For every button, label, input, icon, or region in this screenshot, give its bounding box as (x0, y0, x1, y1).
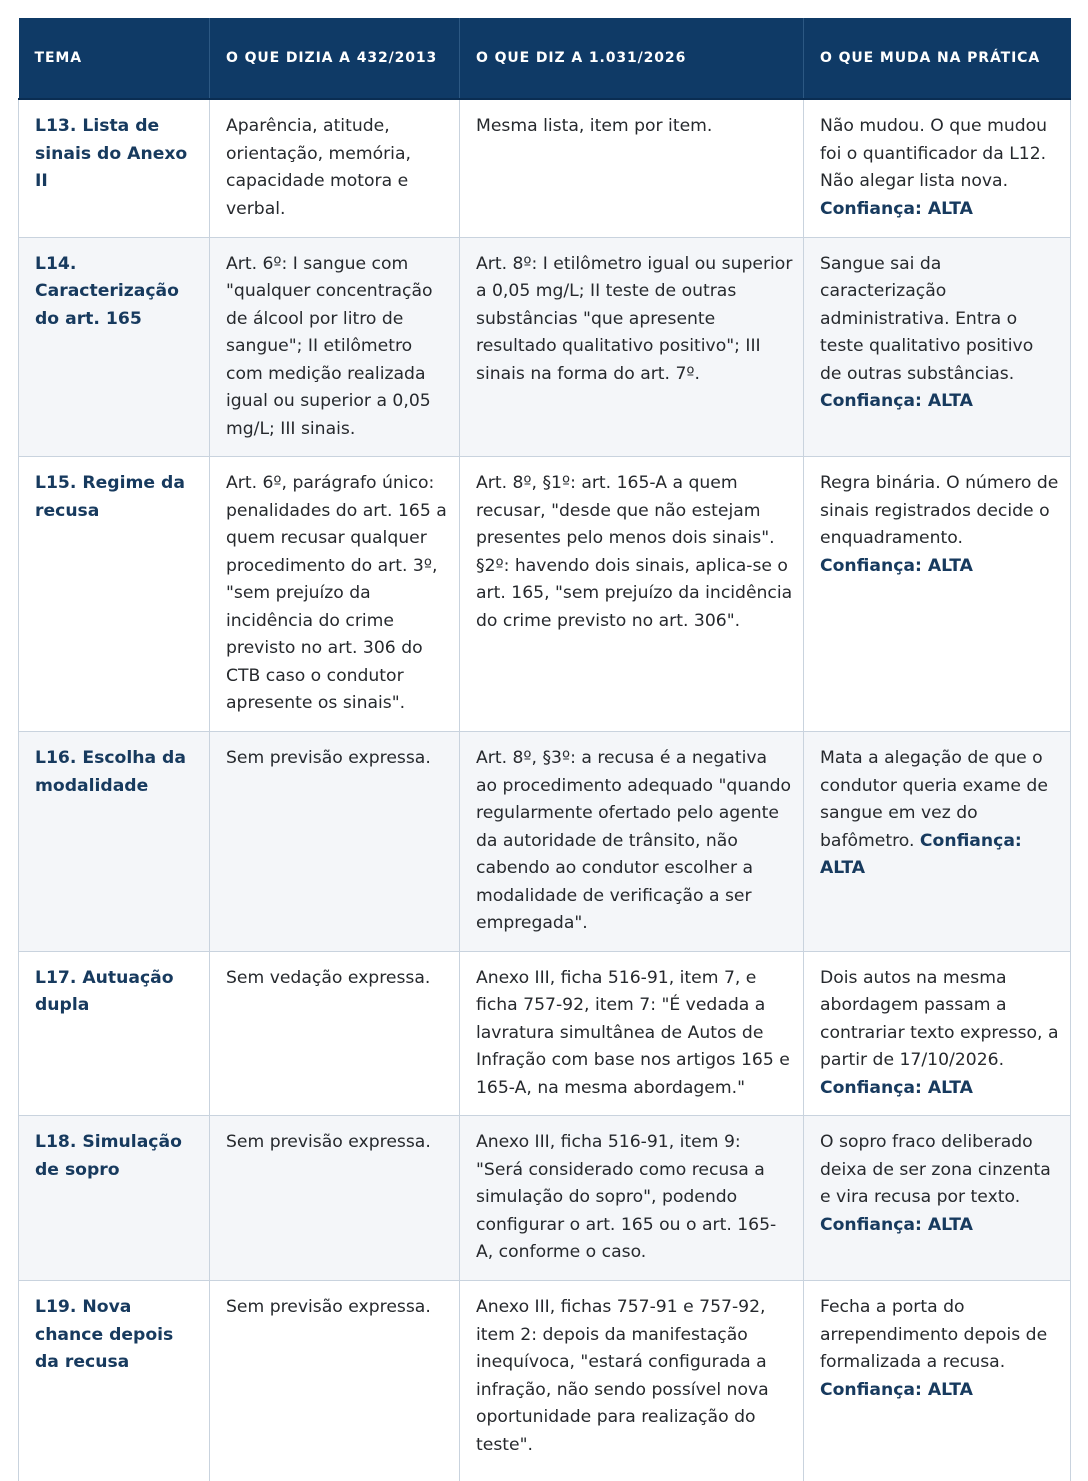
cell-old: Sem vedação expressa. (210, 951, 460, 1116)
table-row-l15 (19, 457, 1071, 732)
table-row-l14 (19, 237, 1071, 457)
practice-text: Fecha a porta do arrependimento depois de formalizada a recusa. (820, 1297, 1048, 1372)
practice-text: Não mudou. O que mudou foi o quantificador da L12. Não alegar lista nova. (820, 116, 1048, 191)
confidence-label: Confiança: ALTA (820, 1077, 973, 1098)
cell-tema: L17. Autuação dupla (19, 951, 210, 1116)
cell-practice (804, 237, 1071, 457)
table-row-l13 (19, 99, 1071, 237)
cell-old: Sem previsão expressa. (210, 1116, 460, 1281)
cell-practice (804, 99, 1071, 237)
cell-tema: L18. Simulação de sopro (19, 1116, 210, 1281)
cell-tema: L14. Caracterização do art. 165 (19, 237, 210, 457)
header-row (19, 18, 1071, 99)
cell-new: Mesma lista, item por item. (460, 99, 804, 237)
cell-new: Anexo III, ficha 516-91, item 9: "Será considerado como recusa a simulação do sopro", podendo configurar o art. 165 ou o art. 165-A, conforme o caso. (460, 1116, 804, 1281)
practice-text: Sangue sai da caracterização administrativa. Entra o teste qualitativo positivo de outras substâncias. (820, 253, 1034, 384)
header-1031-2026: O QUE DIZ A 1.031/2026 (460, 18, 804, 99)
table-body (19, 99, 1071, 1481)
confidence-label: Confiança: ALTA (820, 1214, 973, 1235)
header-432-2013: O QUE DIZIA A 432/2013 (210, 18, 460, 99)
cell-tema: L13. Lista de sinais do Anexo II (19, 99, 210, 237)
confidence-label: Confiança: ALTA (820, 1379, 973, 1400)
cell-practice (804, 1116, 1071, 1281)
confidence-label: Confiança: ALTA (820, 830, 1022, 878)
cell-old: Art. 6º: I sangue com "qualquer concentração de álcool por litro de sangue"; II etilômetro com medição realizada igual ou superior a 0,05 mg/L; III sinais. (210, 237, 460, 457)
table-header (19, 18, 1071, 99)
header-tema: TEMA (19, 18, 210, 99)
cell-new: Art. 8º: I etilômetro igual ou superior a 0,05 mg/L; II teste de outras substâncias "que apresente resultado qualitativo positivo"; III sinais na forma do art. 7º. (460, 237, 804, 457)
comparison-table-container (18, 18, 1070, 1481)
cell-old: Sem previsão expressa. (210, 1281, 460, 1481)
cell-tema: L16. Escolha da modalidade (19, 732, 210, 952)
table-row-l19 (19, 1281, 1071, 1481)
cell-new: Anexo III, fichas 757-91 e 757-92, item 2: depois da manifestação inequívoca, "estará configurada a infração, não sendo possível nova oportunidade para realização do teste". (460, 1281, 804, 1481)
cell-old: Art. 6º, parágrafo único: penalidades do art. 165 a quem recusar qualquer procedimento do art. 3º, "sem prejuízo da incidência do crime previsto no art. 306 do CTB caso o condutor apresente os sinais". (210, 457, 460, 732)
practice-text: Mata a alegação de que o condutor queria exame de sangue em vez do bafômetro. (820, 748, 1048, 851)
cell-practice (804, 457, 1071, 732)
cell-old: Aparência, atitude, orientação, memória, capacidade motora e verbal. (210, 99, 460, 237)
cell-new: Art. 8º, §3º: a recusa é a negativa ao procedimento adequado "quando regularmente ofertado pelo agente da autoridade de trânsito, não cabendo ao condutor escolher a modalidade de verificação a ser empregada". (460, 732, 804, 952)
practice-text: O sopro fraco deliberado deixa de ser zona cinzenta e vira recusa por texto. (820, 1132, 1051, 1207)
cell-tema: L19. Nova chance depois da recusa (19, 1281, 210, 1481)
practice-text: Regra binária. O número de sinais registrados decide o enquadramento. (820, 473, 1059, 548)
cell-practice (804, 732, 1071, 952)
cell-practice (804, 1281, 1071, 1481)
header-pratica: O QUE MUDA NA PRÁTICA (804, 18, 1071, 99)
comparison-table (18, 18, 1071, 1481)
cell-new: Art. 8º, §1º: art. 165-A a quem recusar, "desde que não estejam presentes pelo menos dois sinais". §2º: havendo dois sinais, aplica-se o art. 165, "sem prejuízo da incidência do crime previsto no art. 306". (460, 457, 804, 732)
cell-practice (804, 951, 1071, 1116)
table-row-l16 (19, 732, 1071, 952)
table-row-l17 (19, 951, 1071, 1116)
confidence-label: Confiança: ALTA (820, 555, 973, 576)
confidence-label: Confiança: ALTA (820, 391, 973, 411)
table-row-l18 (19, 1116, 1071, 1281)
cell-tema: L15. Regime da recusa (19, 457, 210, 732)
cell-old: Sem previsão expressa. (210, 732, 460, 952)
confidence-label: Confiança: ALTA (820, 198, 973, 219)
cell-new: Anexo III, ficha 516-91, item 7, e ficha 757-92, item 7: "É vedada a lavratura simultânea de Autos de Infração com base nos artigos 165 e 165-A, na mesma abordagem." (460, 951, 804, 1116)
practice-text: Dois autos na mesma abordagem passam a contrariar texto expresso, a partir de 17/10/2026. (820, 967, 1059, 1070)
